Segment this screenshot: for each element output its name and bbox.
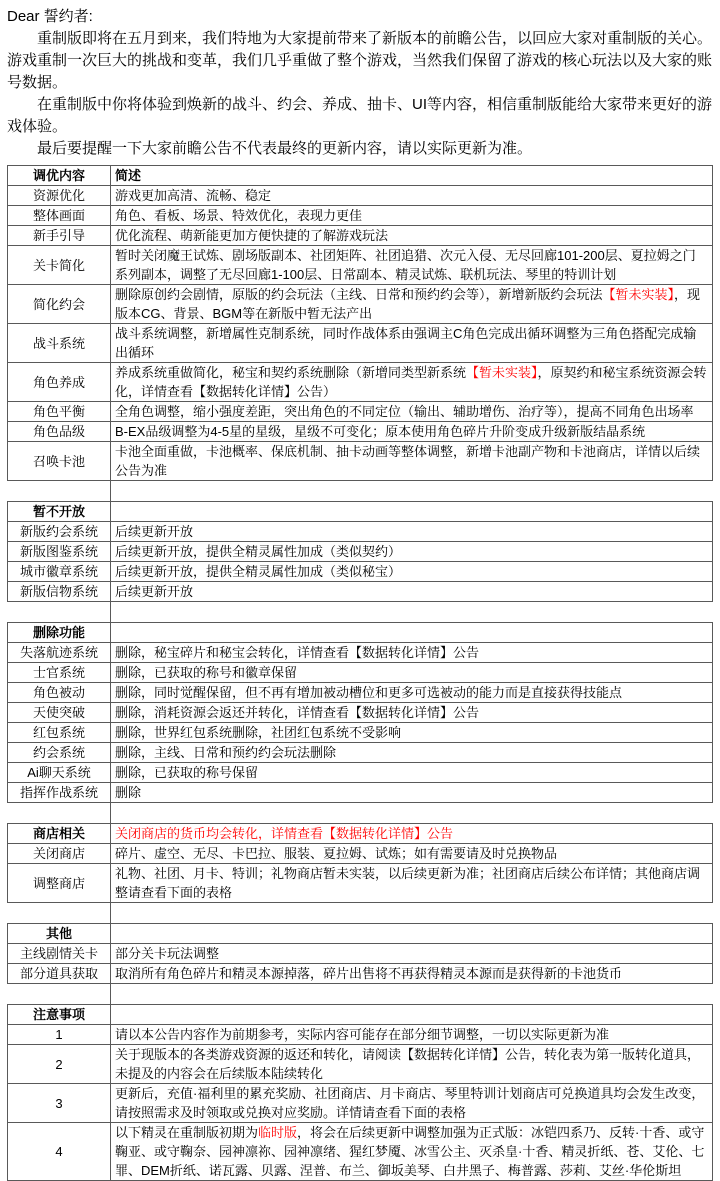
row-label-cell: 角色养成	[8, 363, 111, 402]
table-row	[8, 522, 713, 542]
row-label-cell: 1	[8, 1025, 111, 1045]
desc-text: 关于现版本的各类游戏资源的返还和转化，请阅读【数据转化详情】公告，转化表为第一版转化道具，未提及的内容会在后续版本陆续转化	[115, 1047, 701, 1081]
row-label-cell: 关卡简化	[8, 246, 111, 285]
desc-text: 卡池全面重做，卡池概率、保底机制、抽卡动画等整体调整，新增卡池副产物和卡池商店，详情以后续公告为准	[115, 444, 701, 478]
row-desc-cell	[111, 643, 713, 663]
table-row	[8, 542, 713, 562]
intro-paragraph: 在重制版中你将体验到焕新的战斗、约会、养成、抽卡、UI等内容，相信重制版能给大家带来更好的游戏体验。	[7, 96, 713, 135]
row-desc-cell	[111, 582, 713, 602]
desc-text: ，现版本CG、背景、BGM等在新版中暂无法产出	[115, 287, 701, 321]
desc-text: 删除，秘宝碎片和秘宝会转化，详情查看【数据转化详情】公告	[115, 645, 480, 660]
row-label-cell: 主线剧情关卡	[8, 944, 111, 964]
desc-text: 战斗系统调整，新增属性克制系统，同时作战体系由强调主C角色完成出循环调整为三角色搭配完成输出循环	[115, 326, 697, 360]
row-desc-cell	[111, 324, 713, 363]
desc-text: 删除，已获取的称号和徽章保留	[115, 665, 298, 680]
desc-text: 全角色调整，缩小强度差距，突出角色的不同定位（输出、辅助增伤、治疗等），提高不同角色出场率	[115, 404, 694, 419]
row-label-cell: 约会系统	[8, 743, 111, 763]
row-desc-cell	[111, 246, 713, 285]
desc-text-red: 临时版	[258, 1125, 298, 1140]
gap-divider-line	[110, 481, 111, 501]
section-title-desc	[111, 924, 713, 944]
row-label-cell: 角色被动	[8, 683, 111, 703]
row-desc-cell	[111, 285, 713, 324]
row-desc-cell	[111, 783, 713, 803]
row-label-cell: 4	[8, 1123, 111, 1181]
desc-text: 请以本公告内容作为前期参考，实际内容可能存在部分细节调整，一切以实际更新为准	[115, 1027, 610, 1042]
desc-text: 部分关卡玩法调整	[115, 946, 220, 961]
table-row	[8, 723, 713, 743]
row-label-cell: 召唤卡池	[8, 442, 111, 481]
row-desc-cell	[111, 763, 713, 783]
section-header-row	[8, 1005, 713, 1025]
section-title-desc	[111, 623, 713, 643]
row-desc-cell	[111, 723, 713, 743]
section-title: 调优内容	[8, 166, 111, 186]
desc-text: 删除，已获取的称号保留	[115, 765, 259, 780]
table-gap	[7, 481, 713, 501]
table-row	[8, 743, 713, 763]
table-row	[8, 226, 713, 246]
row-desc-cell	[111, 844, 713, 864]
table-row	[8, 663, 713, 683]
section-table-other	[7, 923, 713, 984]
row-label-cell: 士官系统	[8, 663, 111, 683]
table-row	[8, 683, 713, 703]
row-label-cell: 关闭商店	[8, 844, 111, 864]
table-gap	[7, 803, 713, 823]
table-row	[8, 442, 713, 481]
row-desc-cell	[111, 703, 713, 723]
table-row	[8, 324, 713, 363]
section-title-desc	[111, 502, 713, 522]
section-header-row	[8, 166, 713, 186]
table-row	[8, 844, 713, 864]
row-desc-cell	[111, 1084, 713, 1123]
section-table-notes	[7, 1004, 713, 1181]
section-header-row	[8, 824, 713, 844]
gap-divider-line	[110, 984, 111, 1004]
desc-text: 后续更新开放	[115, 524, 194, 539]
row-label-cell: 角色平衡	[8, 402, 111, 422]
row-label-cell: 失落航迹系统	[8, 643, 111, 663]
table-row	[8, 402, 713, 422]
row-desc-cell	[111, 944, 713, 964]
row-desc-cell	[111, 226, 713, 246]
table-row	[8, 864, 713, 903]
row-desc-cell	[111, 402, 713, 422]
row-desc-cell	[111, 964, 713, 984]
desc-text: 以下精灵在重制版初期为	[115, 1125, 259, 1140]
row-label-cell: 调整商店	[8, 864, 111, 903]
row-desc-cell	[111, 522, 713, 542]
desc-text: 角色、看板、场景、特效优化，表现力更佳	[115, 208, 363, 223]
table-row	[8, 363, 713, 402]
gap-divider-line	[110, 602, 111, 622]
desc-text: 后续更新开放	[115, 584, 194, 599]
table-row	[8, 944, 713, 964]
row-desc-cell	[111, 442, 713, 481]
section-table-shop	[7, 823, 713, 903]
row-desc-cell	[111, 663, 713, 683]
row-label-cell: 指挥作战系统	[8, 783, 111, 803]
row-label-cell: 红包系统	[8, 723, 111, 743]
row-label-cell: 3	[8, 1084, 111, 1123]
section-table-deleted	[7, 622, 713, 803]
gap-divider-line	[110, 903, 111, 923]
desc-text: 更新后，充值·福利里的累充奖励、社团商店、月卡商店、琴里特训计划商店可兑换道具均会发生改变，请按照需求及时领取或兑换对应奖励。详情请查看下面的表格	[115, 1086, 705, 1120]
desc-text: 游戏更加高清、流畅、稳定	[115, 188, 272, 203]
row-label-cell: 简化约会	[8, 285, 111, 324]
gap-divider-line	[110, 803, 111, 823]
section-title: 商店相关	[8, 824, 111, 844]
section-title-desc	[111, 824, 713, 844]
section-header-row	[8, 623, 713, 643]
table-row	[8, 643, 713, 663]
section-title: 注意事项	[8, 1005, 111, 1025]
section-title: 删除功能	[8, 623, 111, 643]
table-row	[8, 1123, 713, 1181]
row-label-cell: 整体画面	[8, 206, 111, 226]
table-row	[8, 1045, 713, 1084]
intro-paragraph: 最后要提醒一下大家前瞻公告不代表最终的更新内容，请以实际更新为准。	[37, 140, 533, 157]
row-label-cell: 新版图鉴系统	[8, 542, 111, 562]
desc-text: 碎片、虚空、无尽、卡巴拉、服装、夏拉姆、试炼；如有需要请及时兑换物品	[115, 846, 558, 861]
desc-text: 删除原创约会剧情，原版的约会玩法（主线、日常和预约约会等），新增新版约会玩法	[115, 287, 603, 302]
row-desc-cell	[111, 1025, 713, 1045]
desc-text: 取消所有角色碎片和精灵本源掉落，碎片出售将不再获得精灵本源而是获得新的卡池货币	[115, 966, 623, 981]
row-label-cell: 天使突破	[8, 703, 111, 723]
table-gap	[7, 903, 713, 923]
table-row	[8, 422, 713, 442]
desc-text: 删除，同时觉醒保留，但不再有增加被动槽位和更多可选被动的能力而是直接获得技能点	[115, 685, 623, 700]
desc-text: 后续更新开放，提供全精灵属性加成（类似秘宝）	[115, 564, 402, 579]
row-label-cell: 资源优化	[8, 186, 111, 206]
desc-text: 简述	[115, 168, 142, 183]
row-desc-cell	[111, 206, 713, 226]
table-row	[8, 186, 713, 206]
table-row	[8, 246, 713, 285]
desc-text: ，原契约和秘宝系统资源会转化，详情查看【数据转化详情】公告）	[115, 365, 707, 399]
desc-text: 删除，主线、日常和预约约会玩法删除	[115, 745, 337, 760]
row-label-cell: 战斗系统	[8, 324, 111, 363]
row-desc-cell	[111, 864, 713, 903]
row-label-cell: 城市徽章系统	[8, 562, 111, 582]
desc-text: ，将会在后续更新中调整加强为正式版：冰铠四系乃、反转·十香、或守鞠亚、或守鞠奈、园神凛祢、园神凛绪、猩红梦魇、冰雪公主、灭杀皇·十香、精灵折纸、苍、艾伦、七罪、DEM折纸、诺瓦露、贝露、涅普、布兰、御坂美琴、白井黑子、梅普露、莎莉、艾丝·华伦斯坦	[115, 1125, 705, 1178]
section-table-tuning	[7, 165, 713, 481]
table-row	[8, 1084, 713, 1123]
desc-text: 删除	[115, 785, 142, 800]
row-label-cell: 2	[8, 1045, 111, 1084]
table-row	[8, 703, 713, 723]
row-desc-cell	[111, 363, 713, 402]
table-gap	[7, 984, 713, 1004]
desc-text: B-EX品级调整为4-5星的星级，星级不可变化；原本使用角色碎片升阶变成升级新版结晶系统	[115, 424, 646, 439]
section-header-row	[8, 502, 713, 522]
desc-text: 后续更新开放，提供全精灵属性加成（类似契约）	[115, 544, 402, 559]
desc-text: 暂时关闭魔王试炼、剧场版副本、社团矩阵、社团追猎、次元入侵、无尽回廊101-200层、夏拉姆之门系列副本，调整了无尽回廊1-100层、日常副本、精灵试炼、联机玩法、琴里的特训计划	[115, 248, 696, 282]
desc-text-red: 【暂未实装】	[602, 287, 675, 302]
row-desc-cell	[111, 422, 713, 442]
row-desc-cell	[111, 683, 713, 703]
table-row	[8, 206, 713, 226]
section-title-desc	[111, 1005, 713, 1025]
desc-text: 优化流程、萌新能更加方便快捷的了解游戏玩法	[115, 228, 389, 243]
table-row	[8, 763, 713, 783]
desc-text: 礼物、社团、月卡、特训；礼物商店暂未实装，以后续更新为准；社团商店后续公布详情；其他商店调整请查看下面的表格	[115, 866, 701, 900]
row-label-cell: Ai聊天系统	[8, 763, 111, 783]
row-label-cell: 部分道具获取	[8, 964, 111, 984]
row-desc-cell	[111, 542, 713, 562]
table-row	[8, 964, 713, 984]
tables-container	[7, 165, 713, 1181]
row-desc-cell	[111, 1123, 713, 1181]
section-header-row	[8, 924, 713, 944]
desc-text: 删除，世界红包系统删除，社团红包系统不受影响	[115, 725, 402, 740]
table-row	[8, 562, 713, 582]
table-gap	[7, 602, 713, 622]
row-desc-cell	[111, 186, 713, 206]
row-desc-cell	[111, 1045, 713, 1084]
salutation: Dear 誓约者:	[7, 8, 93, 25]
table-row	[8, 1025, 713, 1045]
intro-paragraphs	[7, 28, 713, 160]
row-label-cell: 新版约会系统	[8, 522, 111, 542]
row-label-cell: 新手引导	[8, 226, 111, 246]
section-title: 暂不开放	[8, 502, 111, 522]
row-desc-cell	[111, 743, 713, 763]
row-label-cell: 新版信物系统	[8, 582, 111, 602]
table-row	[8, 783, 713, 803]
desc-text-red: 关闭商店的货币均会转化，详情查看【数据转化详情】公告	[115, 826, 454, 841]
table-row	[8, 582, 713, 602]
section-title: 其他	[8, 924, 111, 944]
section-title-desc	[111, 166, 713, 186]
desc-text-red: 【暂未实装】	[466, 365, 538, 380]
desc-text: 删除，消耗资源会返还并转化，详情查看【数据转化详情】公告	[115, 705, 480, 720]
desc-text: 养成系统重做简化，秘宝和契约系统删除（新增同类型新系统	[115, 365, 467, 380]
intro-block	[7, 6, 713, 160]
row-label-cell: 角色品级	[8, 422, 111, 442]
intro-paragraph: 重制版即将在五月到来，我们特地为大家提前带来了新版本的前瞻公告，以回应大家对重制版的关心。游戏重制一次巨大的挑战和变革，我们几乎重做了整个游戏，当然我们保留了游戏的核心玩法以及大家的账号数据。	[7, 30, 713, 91]
table-row	[8, 285, 713, 324]
section-table-not-open	[7, 501, 713, 602]
row-desc-cell	[111, 562, 713, 582]
